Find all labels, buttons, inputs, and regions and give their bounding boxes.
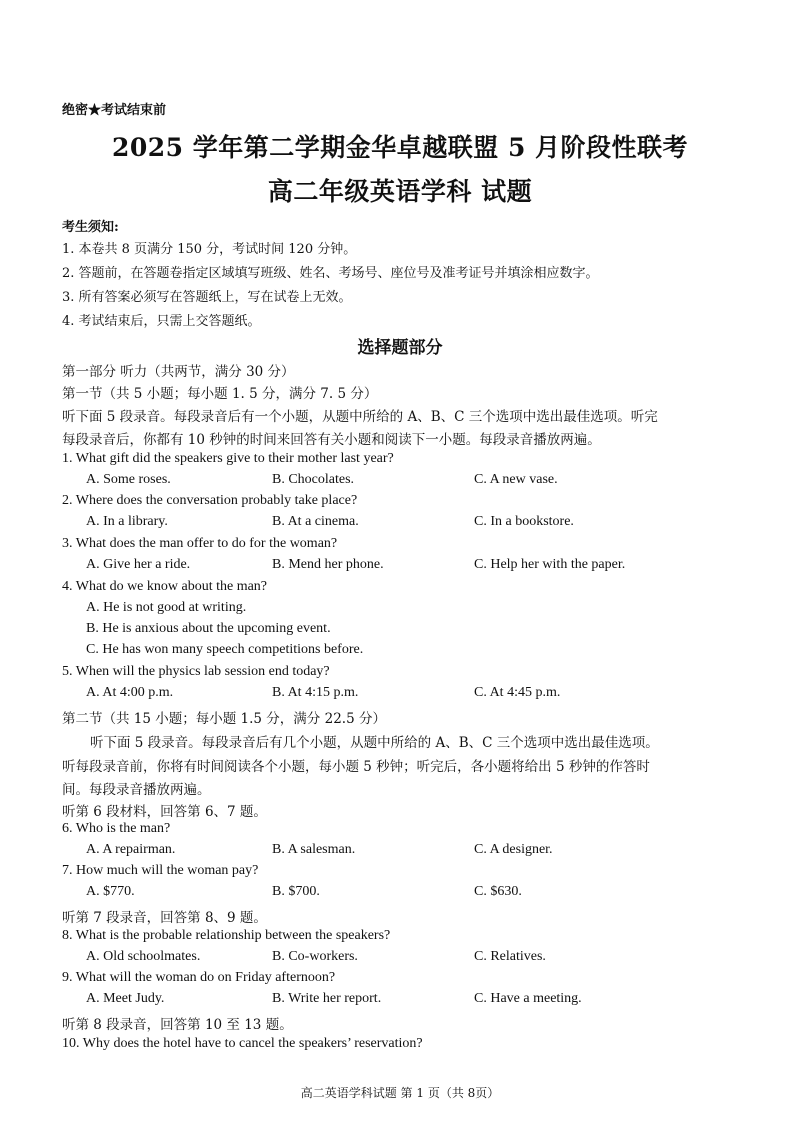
- section-heading: 第一节（共 5 小题；每小题 1. 5 分，满分 7. 5 分）: [62, 386, 378, 402]
- option-c: C. He has won many speech competitions before.: [86, 642, 364, 657]
- notice-item: 3. 所有答案必须写在答题纸上，写在试卷上无效。: [62, 290, 352, 305]
- option-b: B. Chocolates.: [272, 472, 355, 487]
- section-heading: 第二节（共 15 小题；每小题 1.5 分，满分 22.5 分）: [62, 711, 386, 727]
- notice-heading: 考生须知:: [62, 220, 119, 235]
- option-c: C. A new vase.: [474, 472, 558, 487]
- question-text: 4. What do we know about the man?: [62, 579, 268, 594]
- instruction-line: 听每段录音前，你将有时间阅读各个小题，每小题 5 秒钟；听完后，各小题将给出 5 秒钟的作答时: [62, 759, 650, 775]
- option-c: C. $630.: [474, 884, 522, 899]
- segment-heading: 听第 7 段录音，回答第 8、9 题。: [62, 910, 267, 926]
- option-a: A. Old schoolmates.: [86, 949, 201, 964]
- exam-title: 2025 学年第二学期金华卓越联盟 5 月阶段性联考: [111, 133, 689, 162]
- option-b: B. He is anxious about the upcoming event.: [86, 621, 331, 636]
- question-text: 9. What will the woman do on Friday afternoon?: [62, 970, 336, 985]
- option-c: C. In a bookstore.: [474, 514, 574, 529]
- option-a: A. Meet Judy.: [86, 991, 165, 1006]
- option-a: A. At 4:00 p.m.: [86, 685, 174, 700]
- option-a: A. In a library.: [86, 514, 168, 529]
- exam-subtitle: 高二年级英语学科 试题: [267, 177, 533, 206]
- notice-item: 2. 答题前，在答题卷指定区域填写班级、姓名、考场号、座位号及准考证号并填涂相应数字。: [62, 266, 599, 281]
- segment-heading: 听第 6 段材料，回答第 6、7 题。: [62, 804, 267, 820]
- option-c: C. At 4:45 p.m.: [474, 685, 561, 700]
- option-a: A. Give her a ride.: [86, 557, 191, 572]
- option-a: A. A repairman.: [86, 842, 176, 857]
- option-b: B. At 4:15 p.m.: [272, 685, 359, 700]
- notice-item: 4. 考试结束后，只需上交答题纸。: [62, 314, 261, 329]
- option-c: C. Help her with the paper.: [474, 557, 626, 572]
- option-c: C. A designer.: [474, 842, 553, 857]
- option-b: B. At a cinema.: [272, 514, 359, 529]
- question-text: 6. Who is the man?: [62, 821, 171, 836]
- option-b: B. Co-workers.: [272, 949, 358, 964]
- question-text: 5. When will the physics lab session end today?: [62, 664, 330, 679]
- confidential-mark: 绝密★考试结束前: [62, 103, 167, 118]
- instruction-line: 听下面 5 段录音。每段录音后有几个小题，从题中所给的 A、B、C 三个选项中选出最佳选项。: [90, 735, 659, 751]
- question-text: 8. What is the probable relationship between the speakers?: [62, 928, 391, 943]
- section-title: 选择题部分: [357, 338, 443, 358]
- notice-item: 1. 本卷共 8 页满分 150 分，考试时间 120 分钟。: [62, 242, 357, 257]
- option-c: C. Relatives.: [474, 949, 546, 964]
- instruction-line: 听下面 5 段录音。每段录音后有一个小题，从题中所给的 A、B、C 三个选项中选出最佳选项。听完: [62, 409, 658, 425]
- option-b: B. Write her report.: [272, 991, 382, 1006]
- question-text: 3. What does the man offer to do for the woman?: [62, 536, 338, 551]
- instruction-line: 每段录音后，你都有 10 秒钟的时间来回答有关小题和阅读下一小题。每段录音播放两遍。: [62, 432, 601, 448]
- question-text: 7. How much will the woman pay?: [62, 863, 259, 878]
- option-b: B. Mend her phone.: [272, 557, 384, 572]
- option-a: A. $770.: [86, 884, 135, 899]
- segment-heading: 听第 8 段录音，回答第 10 至 13 题。: [62, 1017, 293, 1033]
- page-footer: 高二英语学科试题 第 1 页（共 8页）: [300, 1086, 500, 1100]
- option-a: A. Some roses.: [86, 472, 171, 487]
- instruction-line: 间。每段录音播放两遍。: [62, 782, 211, 798]
- part-heading: 第一部分 听力（共两节，满分 30 分）: [62, 364, 295, 380]
- question-text: 10. Why does the hotel have to cancel the speakers’ reservation?: [62, 1036, 423, 1051]
- question-text: 1. What gift did the speakers give to their mother last year?: [62, 451, 394, 466]
- option-a: A. He is not good at writing.: [86, 600, 247, 615]
- question-text: 2. Where does the conversation probably take place?: [62, 493, 358, 508]
- option-b: B. A salesman.: [272, 842, 356, 857]
- option-c: C. Have a meeting.: [474, 991, 582, 1006]
- option-b: B. $700.: [272, 884, 320, 899]
